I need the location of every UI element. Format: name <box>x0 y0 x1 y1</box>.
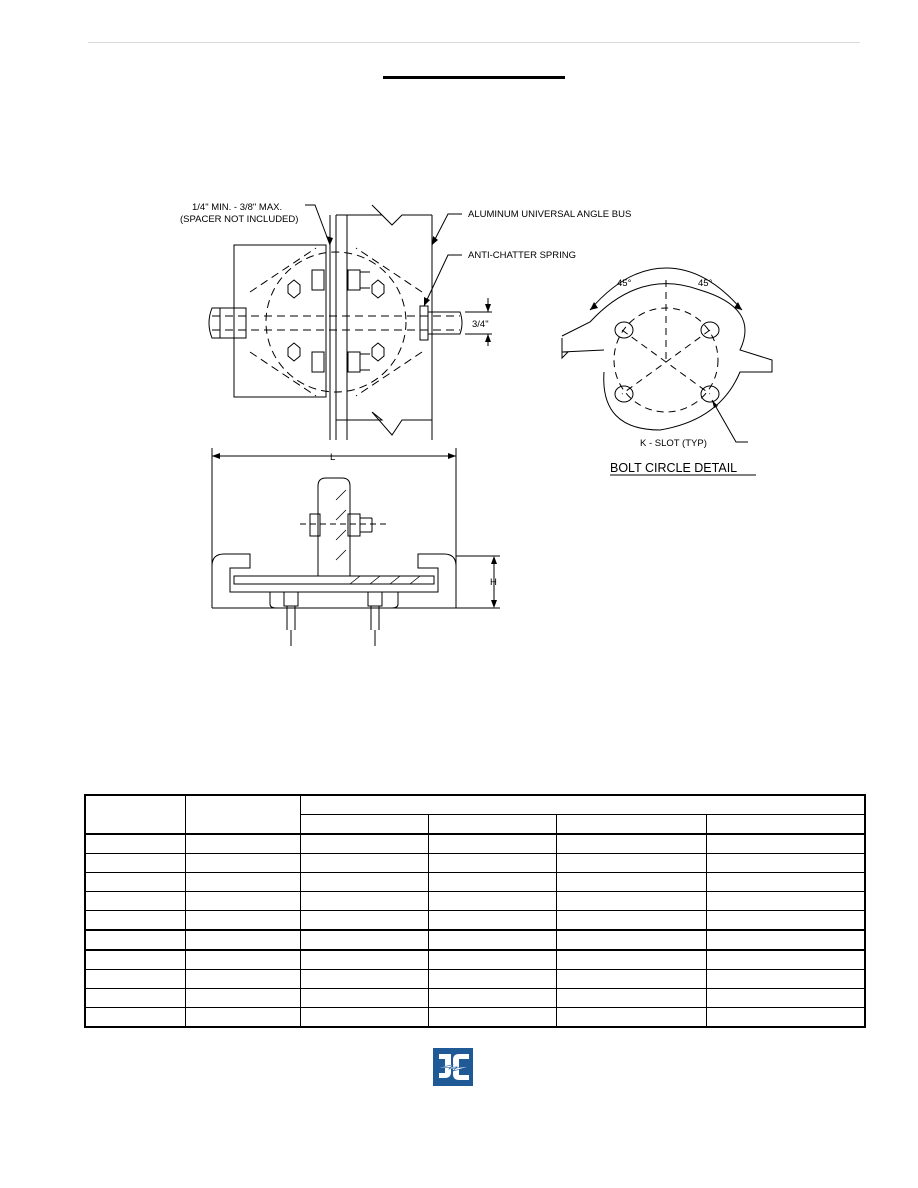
table-row <box>85 989 865 1008</box>
table-row <box>85 834 865 854</box>
specification-table <box>84 794 866 1028</box>
subheader-cell <box>556 815 706 835</box>
subheader-cell <box>428 815 556 835</box>
table-row <box>85 1008 865 1028</box>
table-row <box>85 970 865 989</box>
header-cell <box>85 795 185 834</box>
company-logo-icon <box>433 1048 473 1086</box>
subheader-cell <box>300 815 428 835</box>
table-header-row <box>85 795 865 815</box>
anti-chatter-label: ANTI-CHATTER SPRING <box>468 250 577 261</box>
spacer-label-line2: (SPACER NOT INCLUDED) <box>180 214 299 225</box>
table-row <box>85 854 865 873</box>
header-cell <box>185 795 300 834</box>
dimension-H: H <box>490 577 497 588</box>
spacer-label-line1: 1/4" MIN. - 3/8" MAX. <box>192 202 283 213</box>
subheader-cell <box>706 815 865 835</box>
dimension-L: L <box>330 452 336 463</box>
angle-bus-label: ALUMINUM UNIVERSAL ANGLE BUS <box>468 209 632 220</box>
table-row <box>85 873 865 892</box>
angle-left-label: 45° <box>617 278 632 289</box>
table-row <box>85 930 865 950</box>
angle-right-label: 45° <box>698 278 713 289</box>
table-row <box>85 950 865 970</box>
table-row <box>85 911 865 931</box>
table-row <box>85 892 865 911</box>
dimension-three-quarter: 3/4" <box>472 319 489 330</box>
bolt-circle-detail-title: BOLT CIRCLE DETAIL <box>610 461 738 475</box>
k-slot-label: K - SLOT (TYP) <box>640 438 707 449</box>
header-group-cell <box>300 795 865 815</box>
